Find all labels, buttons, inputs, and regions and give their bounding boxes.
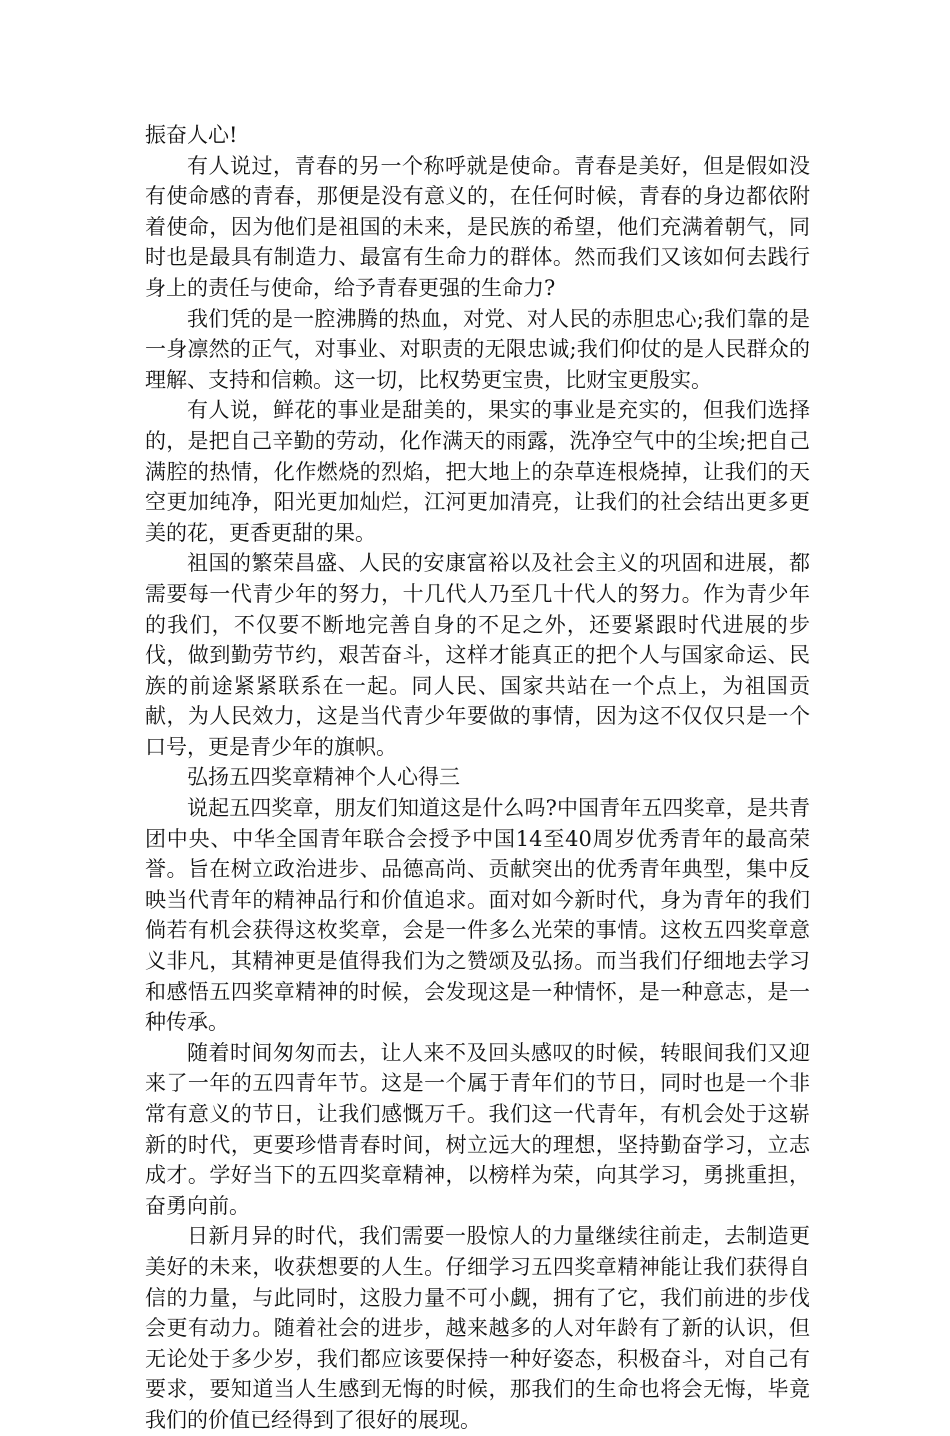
paragraph-may-fourth-medal: 说起五四奖章，朋友们知道这是什么吗?中国青年五四奖章，是共青团中央、中华全国青年联合会授予中国14至40周岁优秀青年的最高荣誉。旨在树立政治进步、品德高尚、贡献突出的优秀青年典型，集中反映当代青年的精神品行和价值追求。面对如今新时代，身为青年的我们倘若有机会获得这枚奖章，会是一件多么光荣的事情。这枚五四奖章意义非凡，其精神更是值得我们为之赞颂及弘扬。而当我们仔细地去学习和感悟五四奖章精神的时候，会发现这是一种情怀，是一种意志，是一种传承。	[145, 796, 810, 1035]
paragraph-youth-day: 随着时间匆匆而去，让人来不及回头感叹的时候，转眼间我们又迎来了一年的五四青年节。这是一个属于青年们的节日，同时也是一个非常有意义的节日，让我们感慨万千。我们这一代青年，有机会处于这崭新的时代，更要珍惜青春时间，树立远大的理想，坚持勤奋学习，立志成才。学好当下的五四奖章精神，以榜样为荣，向其学习，勇挑重担，奋勇向前。	[145, 1040, 810, 1218]
paragraph-flowers-fruits: 有人说，鲜花的事业是甜美的，果实的事业是充实的，但我们选择的，是把自己辛勤的劳动，化作满天的雨露，洗净空气中的尘埃;把自己满腔的热情，化作燃烧的烈焰，把大地上的杂草连根烧掉，让我们的天空更加纯净，阳光更加灿烂，江河更加清亮，让我们的社会结出更多更美的花，更香更甜的果。	[145, 398, 810, 545]
paragraph-youth-mission: 有人说过，青春的另一个称呼就是使命。青春是美好，但是假如没有使命感的青春，那便是没有意义的，在任何时候，青春的身边都依附着使命，因为他们是祖国的未来，是民族的希望，他们充满着朝气，同时也是最具有制造力、最富有生命力的群体。然而我们又该如何去践行身上的责任与使命，给予青春更强的生命力?	[145, 153, 810, 300]
paragraph-new-era: 日新月异的时代，我们需要一股惊人的力量继续往前走，去制造更美好的未来，收获想要的人生。仔细学习五四奖章精神能让我们获得自信的力量，与此同时，这股力量不可小觑，拥有了它，我们前进的步伐会更有动力。随着社会的进步，越来越多的人对年龄有了新的认识，但无论处于多少岁，我们都应该要保持一种好姿态，积极奋斗，对自己有要求，要知道当人生感到无悔的时候，那我们的生命也将会无悔，毕竟我们的价值已经得到了很好的展现。	[145, 1224, 810, 1432]
paragraph-intro-closing: 振奋人心!	[145, 123, 238, 147]
section-heading: 弘扬五四奖章精神个人心得三	[187, 765, 460, 790]
paragraph-loyalty: 我们凭的是一腔沸腾的热血，对党、对人民的赤胆忠心;我们靠的是一身凛然的正气，对事业、对职责的无限忠诚;我们仰仗的是人民群众的理解、支持和信赖。这一切，比权势更宝贵，比财宝更殷实。	[145, 306, 810, 392]
document-body	[145, 120, 810, 1436]
paragraph-prosperity: 祖国的繁荣昌盛、人民的安康富裕以及社会主义的巩固和进展，都需要每一代青少年的努力，十几代人乃至几十代人的努力。作为青少年的我们，不仅要不断地完善自身的不足之外，还要紧跟时代进展的步伐，做到勤劳节约，艰苦奋斗，这样才能真正的把个人与国家命运、民族的前途紧紧联系在一起。同人民、国家共站在一个点上，为祖国贡献，为人民效力，这是当代青少年要做的事情，因为这不仅仅只是一个口号，更是青少年的旗帜。	[145, 551, 810, 759]
